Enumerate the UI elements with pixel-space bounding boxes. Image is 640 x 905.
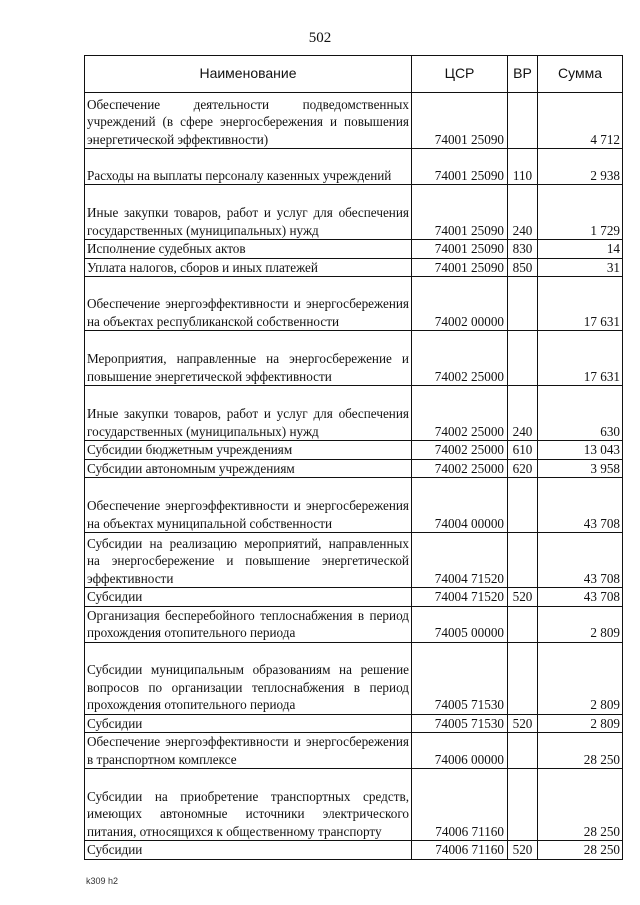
row-sum-cell: 2 938 [538, 149, 623, 185]
row-sum-cell: 4 712 [538, 93, 623, 149]
row-sum-cell: 14 [538, 240, 623, 259]
table-row [85, 459, 623, 478]
row-vr-cell: 240 [508, 185, 538, 240]
table-row [85, 441, 623, 460]
row-sum-cell: 2 809 [538, 714, 623, 733]
table-row [85, 733, 623, 769]
row-name-cell: Субсидии [85, 841, 412, 860]
row-csr-cell: 74001 25090 [412, 93, 508, 149]
row-name-cell: Уплата налогов, сборов и иных платежей [85, 258, 412, 277]
row-sum-cell: 28 250 [538, 841, 623, 860]
row-csr-cell: 74004 71520 [412, 588, 508, 607]
row-name-cell: Обеспечение энергоэффективности и энергосбережения на объектах республиканской собственности [85, 277, 412, 331]
page-number: 502 [308, 30, 332, 46]
row-csr-cell: 74004 71520 [412, 533, 508, 588]
row-sum-cell: 2 809 [538, 606, 623, 642]
row-name-cell: Субсидии на реализацию мероприятий, направленных на энергосбережение и повышение энергетической эффективности [85, 533, 412, 588]
row-csr-cell: 74005 71530 [412, 642, 508, 714]
table-row [85, 588, 623, 607]
row-sum-cell: 2 809 [538, 642, 623, 714]
header-row [85, 56, 623, 93]
row-csr-cell: 74001 25090 [412, 240, 508, 259]
table-row [85, 149, 623, 185]
row-vr-cell: 520 [508, 714, 538, 733]
table-row [85, 277, 623, 331]
row-vr-cell: 520 [508, 841, 538, 860]
row-name-cell: Субсидии бюджетным учреждениям [85, 441, 412, 460]
row-name-cell: Исполнение судебных актов [85, 240, 412, 259]
row-sum-cell: 28 250 [538, 769, 623, 841]
row-csr-cell: 74004 00000 [412, 478, 508, 533]
row-csr-cell: 74002 25000 [412, 331, 508, 386]
row-csr-cell: 74002 25000 [412, 386, 508, 441]
table-row [85, 841, 623, 860]
row-vr-cell: 520 [508, 588, 538, 607]
row-sum-cell: 43 708 [538, 533, 623, 588]
header-csr: ЦСР [412, 56, 508, 93]
row-name-cell: Субсидии автономным учреждениям [85, 459, 412, 478]
row-csr-cell: 74001 25090 [412, 258, 508, 277]
row-name-cell: Мероприятия, направленные на энергосбережение и повышение энергетической эффективности [85, 331, 412, 386]
row-sum-cell: 630 [538, 386, 623, 441]
row-vr-cell: 850 [508, 258, 538, 277]
row-sum-cell: 3 958 [538, 459, 623, 478]
row-csr-cell: 74006 00000 [412, 733, 508, 769]
row-vr-cell [508, 642, 538, 714]
row-name-cell: Обеспечение энергоэффективности и энергосбережения в транспортном комплексе [85, 733, 412, 769]
row-vr-cell [508, 331, 538, 386]
row-vr-cell [508, 478, 538, 533]
row-name-cell: Субсидии [85, 714, 412, 733]
row-vr-cell [508, 277, 538, 331]
row-sum-cell: 17 631 [538, 331, 623, 386]
table-row [85, 769, 623, 841]
row-csr-cell: 74002 25000 [412, 459, 508, 478]
table-row [85, 386, 623, 441]
row-vr-cell: 610 [508, 441, 538, 460]
row-sum-cell: 1 729 [538, 185, 623, 240]
table-row [85, 331, 623, 386]
table-row [85, 606, 623, 642]
row-csr-cell: 74001 25090 [412, 185, 508, 240]
row-name-cell: Обеспечение деятельности подведомственных учреждений (в сфере энергосбережения и повышения энергетической эффективности) [85, 93, 412, 149]
row-sum-cell: 31 [538, 258, 623, 277]
row-name-cell: Субсидии [85, 588, 412, 607]
table-header [85, 56, 623, 93]
row-vr-cell: 620 [508, 459, 538, 478]
table-row [85, 258, 623, 277]
row-name-cell: Иные закупки товаров, работ и услуг для обеспечения государственных (муниципальных) нужд [85, 185, 412, 240]
table-row [85, 478, 623, 533]
row-csr-cell: 74005 71530 [412, 714, 508, 733]
row-vr-cell: 240 [508, 386, 538, 441]
table-row [85, 240, 623, 259]
table-row [85, 185, 623, 240]
row-csr-cell: 74006 71160 [412, 841, 508, 860]
table-row [85, 533, 623, 588]
row-csr-cell: 74002 25000 [412, 441, 508, 460]
footer-code: k309 h2 [86, 876, 119, 886]
row-csr-cell: 74001 25090 [412, 149, 508, 185]
row-name-cell: Расходы на выплаты персоналу казенных учреждений [85, 149, 412, 185]
row-vr-cell [508, 533, 538, 588]
table-row [85, 642, 623, 714]
budget-table [84, 55, 623, 860]
row-csr-cell: 74002 00000 [412, 277, 508, 331]
row-csr-cell: 74006 71160 [412, 769, 508, 841]
header-name: Наименование [85, 56, 412, 93]
row-csr-cell: 74005 00000 [412, 606, 508, 642]
row-sum-cell: 17 631 [538, 277, 623, 331]
table-row [85, 714, 623, 733]
row-name-cell: Субсидии на приобретение транспортных средств, имеющих автономные источники электрического питания, относящихся к общественному транспорту [85, 769, 412, 841]
row-sum-cell: 43 708 [538, 478, 623, 533]
row-sum-cell: 13 043 [538, 441, 623, 460]
row-vr-cell: 110 [508, 149, 538, 185]
table-row [85, 93, 623, 149]
row-vr-cell [508, 769, 538, 841]
header-vr: ВР [508, 56, 538, 93]
table-body [85, 93, 623, 860]
row-vr-cell: 830 [508, 240, 538, 259]
row-sum-cell: 43 708 [538, 588, 623, 607]
row-name-cell: Иные закупки товаров, работ и услуг для обеспечения государственных (муниципальных) нужд [85, 386, 412, 441]
row-sum-cell: 28 250 [538, 733, 623, 769]
row-name-cell: Обеспечение энергоэффективности и энергосбережения на объектах муниципальной собственности [85, 478, 412, 533]
row-vr-cell [508, 606, 538, 642]
row-vr-cell [508, 93, 538, 149]
row-vr-cell [508, 733, 538, 769]
row-name-cell: Организация бесперебойного теплоснабжения в период прохождения отопительного периода [85, 606, 412, 642]
row-name-cell: Субсидии муниципальным образованиям на решение вопросов по организации теплоснабжения в период прохождения отопительного периода [85, 642, 412, 714]
header-sum: Сумма [538, 56, 623, 93]
